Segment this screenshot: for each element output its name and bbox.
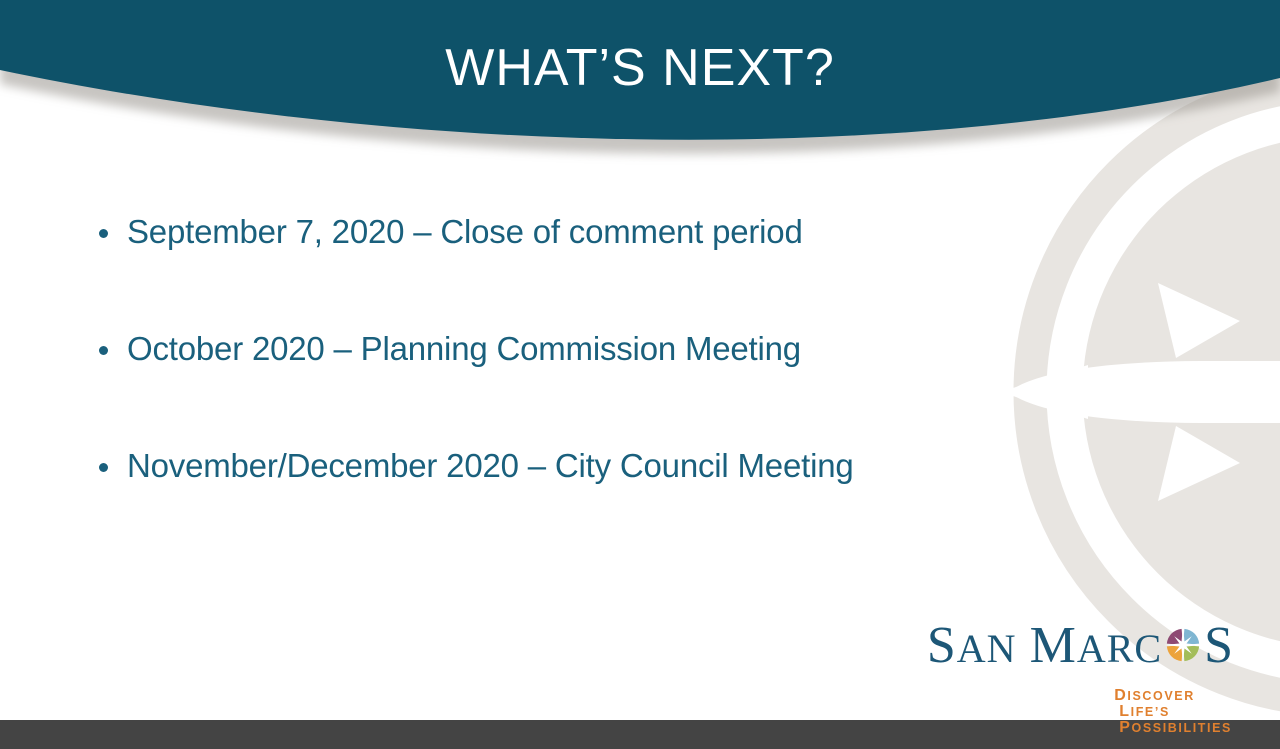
san-marcos-logo — [926, 617, 1234, 748]
bullet-item-comment-period — [99, 210, 854, 254]
bullet-dot — [99, 229, 108, 238]
logo-letter: M — [1029, 617, 1077, 674]
bullet-dot — [99, 463, 108, 472]
logo-letter: S — [1204, 617, 1234, 674]
logo-tagline — [1084, 675, 1232, 748]
bullet-text: October 2020 – Planning Commission Meeting — [127, 330, 801, 367]
bullet-item-planning-commission — [99, 327, 854, 371]
tagline-word — [1114, 686, 1195, 704]
bullet-item-city-council — [99, 444, 854, 488]
slide-title: WHAT’S NEXT? — [445, 39, 835, 97]
bullet-text: September 7, 2020 – Close of comment period — [127, 213, 803, 250]
bullet-dot — [99, 346, 108, 355]
compass-star — [1164, 626, 1202, 664]
tagline-initial: P — [1119, 718, 1132, 736]
tagline-word — [1119, 702, 1170, 720]
tagline-word — [1119, 718, 1232, 736]
compass-o-icon — [1163, 625, 1203, 665]
tagline-initial: L — [1119, 702, 1131, 720]
tagline-rest: OSSIBILITIES — [1131, 720, 1232, 735]
logo-wordmark — [926, 617, 1234, 674]
header-band — [0, 0, 1280, 215]
logo-letters: ARC — [1076, 626, 1163, 671]
bullet-list — [99, 210, 854, 561]
logo-letter: S — [926, 617, 957, 674]
tagline-rest: IFE’S — [1130, 704, 1170, 719]
logo-letters: AN — [956, 626, 1017, 671]
bullet-text: November/December 2020 – City Council Meeting — [127, 447, 854, 484]
tagline-rest: ISCOVER — [1127, 688, 1195, 703]
tagline-initial: D — [1114, 686, 1128, 704]
